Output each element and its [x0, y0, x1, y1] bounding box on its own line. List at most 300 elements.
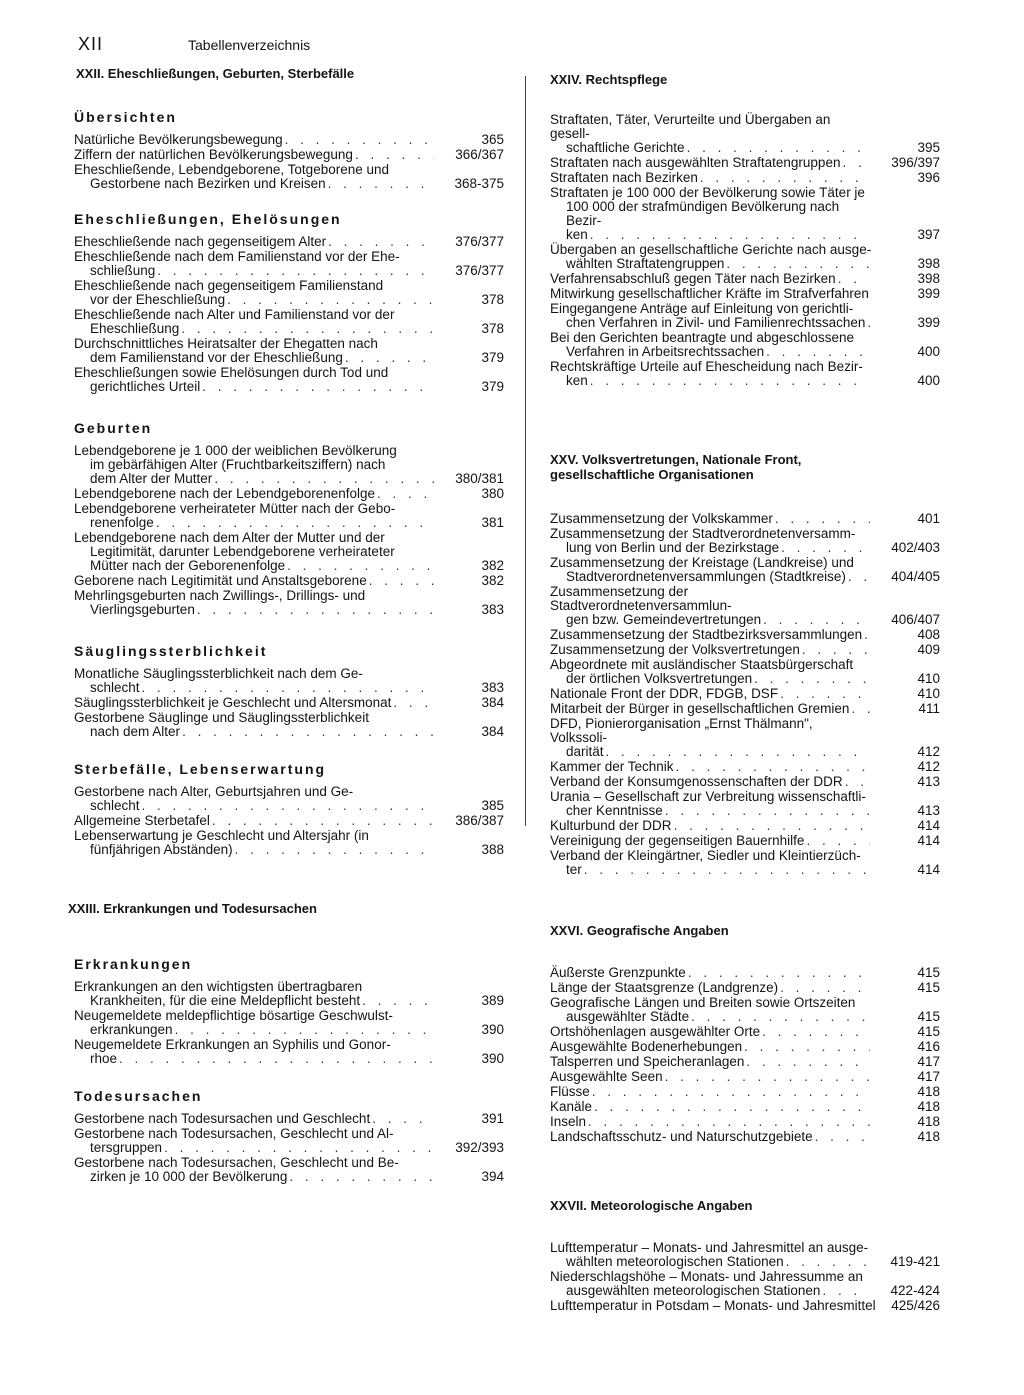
entry-last-line [74, 1052, 436, 1066]
entry-last-line [550, 1255, 872, 1269]
leader-dots [588, 1115, 870, 1129]
toc-entry[interactable] [74, 574, 504, 588]
page-ref: 394 [481, 1169, 504, 1184]
entry-text [74, 308, 504, 336]
toc-entry[interactable] [550, 981, 940, 995]
group-heading: Eheschließungen, Ehelösungen [74, 211, 342, 227]
entry-text [550, 527, 940, 555]
toc-entry[interactable] [550, 849, 940, 877]
leader-dots [142, 681, 434, 695]
toc-entry[interactable] [74, 337, 504, 365]
entry-text [550, 981, 940, 995]
leader-dots [345, 351, 434, 365]
entry-line: Zusammensetzung der Volkskammer [550, 511, 773, 526]
page-ref: 415 [917, 1024, 940, 1039]
toc-entry[interactable] [550, 1070, 940, 1084]
entry-text [74, 1009, 504, 1037]
toc-entry[interactable] [74, 487, 504, 501]
entry-text [550, 331, 940, 359]
toc-entry[interactable] [550, 1130, 940, 1144]
toc-entry[interactable] [550, 287, 940, 301]
entry-line: Länge der Staatsgrenze (Landgrenze) [550, 980, 779, 995]
toc-entry[interactable] [74, 829, 504, 857]
entry-text [74, 1038, 504, 1066]
entry-line: rhoe [90, 1051, 118, 1066]
entry-line: Ausgewählte Bodenerhebungen [550, 1039, 743, 1054]
leader-dots [227, 293, 434, 307]
entry-last-line [550, 257, 872, 271]
toc-entry[interactable] [550, 717, 940, 759]
entry-text [550, 156, 940, 170]
entry-text [550, 775, 940, 789]
entry-text [550, 1299, 940, 1313]
entry-last-line [74, 148, 436, 162]
toc-entry[interactable] [550, 1299, 940, 1313]
toc-entry[interactable] [550, 171, 940, 185]
page-ref: 417 [917, 1069, 940, 1084]
toc-entry[interactable] [74, 308, 504, 336]
toc-entry[interactable] [550, 966, 940, 980]
part-title: XXV. Volksvertretungen, Nationale Front, gesellschaftliche Organisationen [550, 452, 802, 482]
leader-dots [355, 148, 434, 162]
entry-last-line [550, 804, 872, 818]
entry-line: Landschaftsschutz- und Naturschutzgebiete [550, 1129, 813, 1144]
entry-last-line [550, 702, 872, 716]
toc-entry[interactable] [550, 643, 940, 657]
toc-entry[interactable] [74, 589, 504, 617]
entry-line: Kammer der Technik [550, 759, 674, 774]
toc-entry[interactable] [550, 834, 940, 848]
page-ref: 415 [917, 1009, 940, 1024]
toc-entry[interactable] [74, 814, 504, 828]
entry-last-line [74, 1023, 436, 1037]
entry-last-line [550, 1070, 872, 1084]
toc-entry[interactable] [550, 687, 940, 701]
toc-entry[interactable] [74, 148, 504, 162]
leader-dots [842, 156, 870, 170]
entry-text [550, 1040, 940, 1054]
entry-last-line [550, 1025, 872, 1039]
entry-text [550, 819, 940, 833]
toc-entry[interactable] [74, 1127, 504, 1155]
entry-text [74, 487, 504, 501]
toc-entry[interactable] [74, 366, 504, 394]
entry-line: Lebendgeborene nach der Lebendgeborenenfolge [74, 486, 376, 501]
entry-line: Bei den Gerichten beantragte und abgeschlossene [550, 330, 854, 345]
toc-entry[interactable] [550, 658, 940, 686]
entry-last-line [550, 512, 872, 526]
entry-line: Säuglingssterblichkeit je Geschlecht und Altersmonat [74, 695, 392, 710]
leader-dots [676, 760, 870, 774]
entry-line: Neugemeldete Erkrankungen an Syphilis und Gonor- [74, 1037, 391, 1052]
entry-text [550, 360, 940, 388]
page-ref: 382 [481, 573, 504, 588]
entry-line: Zusammensetzung der Kreistage (Landkreise) und [550, 555, 854, 570]
page-ref: 408 [917, 627, 940, 642]
column-divider [525, 76, 526, 826]
entry-line: Gestorbene nach Todesursachen, Geschlecht und Be- [74, 1155, 399, 1170]
leader-dots [119, 1052, 434, 1066]
entry-line: Zusammensetzung der Stadtverordnetenversamm- [550, 526, 856, 541]
entry-text [550, 1115, 940, 1129]
toc-group [64, 956, 504, 1066]
toc-entry[interactable] [550, 1025, 940, 1039]
toc-entry[interactable] [74, 696, 504, 710]
leader-dots [687, 141, 870, 155]
leader-dots [287, 559, 434, 573]
entry-text [550, 113, 940, 155]
entry-text [74, 589, 504, 617]
entry-last-line [550, 171, 872, 185]
toc-entry[interactable] [550, 1055, 940, 1069]
page-ref: 390 [481, 1051, 504, 1066]
page-ref: 409 [917, 642, 940, 657]
entry-line: Ortshöhenlagen ausgewählter Orte [550, 1024, 761, 1039]
entry-text [74, 785, 504, 813]
entry-last-line [550, 570, 872, 584]
entry-line: Lebendgeborene je 1 000 der weiblichen Bevölkerung [74, 443, 397, 458]
leader-dots [766, 345, 870, 359]
entry-text [550, 790, 940, 818]
toc-entry[interactable] [550, 790, 940, 818]
entry-line: wählten meteorologischen Stationen [566, 1254, 784, 1269]
entry-line: gen bzw. Gemeindevertretungen [566, 612, 762, 627]
entry-line: schlecht [90, 798, 140, 813]
part-section [540, 72, 940, 388]
entry-line: Talsperren und Speicheranlagen [550, 1054, 745, 1069]
entry-line: Gestorbene nach Bezirken und Kreisen [90, 176, 326, 191]
toc-entry[interactable] [74, 133, 504, 147]
entry-line: dem Familienstand vor der Eheschließung [90, 350, 343, 365]
entry-text [74, 148, 504, 162]
leader-dots [393, 696, 434, 710]
entry-text [550, 585, 940, 627]
entry-line: Lufttemperatur in Potsdam – Monats- und Jahresmittel [550, 1298, 876, 1313]
toc-entry[interactable] [74, 1156, 504, 1184]
entry-line: 100 000 der strafmündigen Bevölkerung nach Bezir- [566, 199, 840, 228]
entry-line: Straftaten nach Bezirken [550, 170, 698, 185]
leader-dots [763, 613, 870, 627]
entry-line: Stadtverordnetenversammlungen (Stadtkreise) [566, 569, 846, 584]
leader-dots [584, 863, 870, 877]
entry-text [74, 711, 504, 739]
entry-last-line [74, 603, 436, 617]
toc-entry[interactable] [550, 819, 940, 833]
leader-dots [202, 380, 434, 394]
toc-entry[interactable] [550, 556, 940, 584]
entry-last-line [74, 1112, 436, 1126]
entry-line: Eheschließende nach gegenseitigem Alter [74, 234, 327, 249]
page-ref: 413 [917, 803, 940, 818]
leader-dots [590, 374, 870, 388]
toc-entry[interactable] [74, 785, 504, 813]
leader-dots [775, 512, 870, 526]
toc-entry[interactable] [550, 1040, 940, 1054]
leader-dots [362, 994, 434, 1008]
entry-line: Eheschließende nach gegenseitigem Familienstand [74, 278, 384, 293]
toc-entry[interactable] [550, 1270, 940, 1298]
entry-line: Ziffern der natürlichen Bevölkerungsbewegung [74, 147, 353, 162]
entry-last-line [550, 1130, 872, 1144]
leader-dots [212, 814, 434, 828]
entry-last-line [550, 1040, 872, 1054]
page-ref: 391 [481, 1111, 504, 1126]
entry-text [74, 502, 504, 530]
leader-dots [328, 235, 434, 249]
entry-text [550, 1130, 940, 1144]
entry-text [74, 163, 504, 191]
entry-last-line [550, 1100, 872, 1114]
entry-text [550, 687, 940, 701]
toc-entry[interactable] [550, 527, 940, 555]
entry-line: Abgeordnete mit ausländischer Staatsbürgerschaft [550, 657, 854, 672]
page-ref: 414 [917, 818, 940, 833]
entry-line: lung von Berlin und der Bezirkstage [566, 540, 780, 555]
entry-text [74, 1127, 504, 1155]
entry-text [550, 186, 940, 242]
entry-text [550, 1270, 940, 1298]
entry-text [550, 760, 940, 774]
toc-group [64, 420, 504, 617]
page-ref: 417 [917, 1054, 940, 1069]
page-ref: 415 [917, 965, 940, 980]
entry-line: dem Alter der Mutter [90, 471, 213, 486]
leader-dots [156, 516, 434, 530]
entry-line: Eheschließungen sowie Ehelösungen durch Tod und [74, 365, 389, 380]
entry-last-line [550, 613, 872, 627]
toc-entry[interactable] [74, 531, 504, 573]
toc-entry[interactable] [550, 360, 940, 388]
entry-line: Vierlingsgeburten [90, 602, 195, 617]
page-ref: 422-424 [890, 1283, 940, 1298]
toc-entry[interactable] [74, 980, 504, 1008]
leader-dots [726, 257, 870, 271]
leader-dots [175, 1023, 434, 1037]
entry-line: chen Verfahren in Zivil- und Familienrechtssachen [566, 315, 866, 330]
leader-dots [606, 745, 870, 759]
page-ref: 376/377 [455, 263, 504, 278]
entry-line: gerichtliches Urteil [90, 379, 201, 394]
entry-line: Mitarbeit der Bürger in gesellschaftlichen Gremien [550, 701, 850, 716]
toc-entry[interactable] [74, 1009, 504, 1037]
entry-last-line [74, 293, 436, 307]
entry-text [550, 243, 940, 271]
entry-last-line [74, 696, 436, 710]
entry-last-line [550, 863, 872, 877]
entry-line: schlecht [90, 680, 140, 695]
entry-line: Flüsse [550, 1084, 590, 1099]
entry-last-line [550, 1055, 872, 1069]
entry-last-line [550, 966, 872, 980]
page-ref: 381 [481, 515, 504, 530]
entry-line: Kanäle [550, 1099, 593, 1114]
toc-entry[interactable] [550, 243, 940, 271]
leader-dots [592, 1085, 870, 1099]
entry-line: tersgruppen [90, 1140, 163, 1155]
leader-dots [182, 725, 434, 739]
toc-entry[interactable] [550, 512, 940, 526]
toc-group [64, 109, 504, 191]
toc-entry[interactable] [550, 186, 940, 242]
page-ref: 419-421 [890, 1254, 940, 1269]
leader-dots [851, 702, 870, 716]
leader-dots [845, 775, 870, 789]
page-ref: 379 [481, 379, 504, 394]
entry-last-line [74, 574, 436, 588]
page-ref: 398 [917, 256, 940, 271]
page-ref: 378 [481, 321, 504, 336]
entry-last-line [550, 834, 872, 848]
toc-entry[interactable] [550, 156, 940, 170]
toc-entry[interactable] [550, 1241, 940, 1269]
entry-line: Eheschließende, Lebendgeborene, Totgeborene und [74, 162, 390, 177]
part-section [540, 452, 940, 877]
toc-entry[interactable] [550, 331, 940, 359]
leader-dots [665, 1070, 870, 1084]
entry-text [74, 279, 504, 307]
entry-list [64, 1112, 504, 1184]
toc-entry[interactable] [550, 272, 940, 286]
entry-last-line [550, 819, 872, 833]
entry-last-line [74, 322, 436, 336]
page-ref: 385 [481, 798, 504, 813]
entry-last-line [550, 643, 872, 657]
running-title: Tabellenverzeichnis [188, 37, 311, 53]
toc-entry[interactable] [550, 302, 940, 330]
page-ref: 384 [481, 724, 504, 739]
leader-dots [594, 1100, 870, 1114]
toc-entry[interactable] [74, 502, 504, 530]
leader-dots [806, 834, 870, 848]
entry-text [74, 980, 504, 1008]
part-section [540, 1198, 940, 1313]
toc-entry[interactable] [74, 250, 504, 278]
entry-line: Erkrankungen an den wichtigsten übertragbaren [74, 979, 363, 994]
entry-text [74, 1156, 504, 1184]
page-ref: 395 [917, 140, 940, 155]
entry-line: wählten Straftatengruppen [566, 256, 725, 271]
entry-list [64, 785, 504, 857]
entry-last-line [550, 141, 872, 155]
toc-entry[interactable] [74, 444, 504, 486]
toc-entry[interactable] [74, 1112, 504, 1126]
toc-entry[interactable] [550, 702, 940, 716]
entry-text [74, 250, 504, 278]
toc-entry[interactable] [550, 760, 940, 774]
leader-dots [214, 472, 434, 486]
leader-dots [674, 819, 870, 833]
page-ref: 415 [917, 980, 940, 995]
page-ref: 416 [917, 1039, 940, 1054]
toc-entry[interactable] [74, 235, 504, 249]
leader-dots [700, 171, 870, 185]
entry-line: Gestorbene nach Alter, Geburtsjahren und Ge- [74, 784, 354, 799]
entry-last-line [550, 287, 872, 301]
page-ref: 383 [481, 602, 504, 617]
entry-last-line [550, 775, 872, 789]
leader-dots [838, 272, 870, 286]
entry-text [550, 1055, 940, 1069]
toc-entry[interactable] [550, 628, 940, 642]
toc-group [64, 643, 504, 739]
toc-entry[interactable] [550, 996, 940, 1024]
page-ref: 383 [481, 680, 504, 695]
group-heading: Säuglingssterblichkeit [74, 643, 268, 659]
toc-entry[interactable] [74, 163, 504, 191]
leader-dots [815, 1130, 870, 1144]
entry-text [74, 667, 504, 695]
toc-entry[interactable] [550, 585, 940, 627]
page-ref: 418 [917, 1084, 940, 1099]
leader-dots [142, 799, 434, 813]
entry-last-line [550, 541, 872, 555]
entry-line: Ausgewählte Seen [550, 1069, 663, 1084]
entry-text [550, 1085, 940, 1099]
entry-list [64, 235, 504, 394]
toc-entry[interactable] [550, 113, 940, 155]
entry-line: Allgemeine Sterbetafel [74, 813, 210, 828]
page-ref: 418 [917, 1114, 940, 1129]
part-title: XXII. Eheschließungen, Geburten, Sterbefälle [76, 66, 355, 81]
entry-list [540, 966, 940, 1144]
toc-entry[interactable] [74, 279, 504, 307]
entry-last-line [550, 345, 872, 359]
page-ref: 400 [917, 373, 940, 388]
page-ref: 414 [917, 833, 940, 848]
page-ref: 384 [481, 695, 504, 710]
page-ref: 398 [917, 271, 940, 286]
entry-line: Kulturbund der DDR [550, 818, 672, 833]
leader-dots [780, 687, 870, 701]
entry-line: ter [566, 862, 582, 877]
part-section [64, 901, 504, 1184]
toc-group [64, 211, 504, 394]
entry-last-line [550, 374, 872, 388]
entry-line: Straftaten je 100 000 der Bevölkerung sowie Täter je [550, 185, 865, 200]
entry-line: Zusammensetzung der Stadtverordnetenversammlun- [550, 584, 732, 613]
entry-last-line [550, 1298, 876, 1313]
toc-entry[interactable] [550, 775, 940, 789]
toc-entry[interactable] [74, 1038, 504, 1066]
toc-entry[interactable] [550, 1115, 940, 1129]
group-heading: Übersichten [74, 109, 177, 125]
entry-last-line [74, 177, 436, 191]
entry-list [64, 133, 504, 191]
entry-text [74, 829, 504, 857]
toc-group [64, 1088, 504, 1184]
toc-entry[interactable] [550, 1085, 940, 1099]
entry-line: Verfahrensabschluß gegen Täter nach Bezirken [550, 271, 836, 286]
leader-dots [377, 487, 434, 501]
toc-entry[interactable] [550, 1100, 940, 1114]
entry-line: Verband der Kleingärtner, Siedler und Kleintierzüch- [550, 848, 861, 863]
entry-line: nach dem Alter [90, 724, 181, 739]
entry-text [550, 556, 940, 584]
leader-dots [235, 843, 434, 857]
entry-last-line [74, 133, 436, 147]
entry-list [540, 512, 940, 877]
entry-text [74, 444, 504, 486]
toc-entry[interactable] [74, 711, 504, 739]
entry-last-line [74, 843, 436, 857]
leader-dots [864, 628, 870, 642]
entry-text [74, 574, 504, 588]
entry-line: Lebendgeborene nach dem Alter der Mutter und der [74, 530, 385, 545]
page-ref: 425/426 [891, 1298, 940, 1313]
toc-entry[interactable] [74, 667, 504, 695]
page-ref: 397 [917, 227, 940, 242]
leader-dots [372, 1112, 434, 1126]
